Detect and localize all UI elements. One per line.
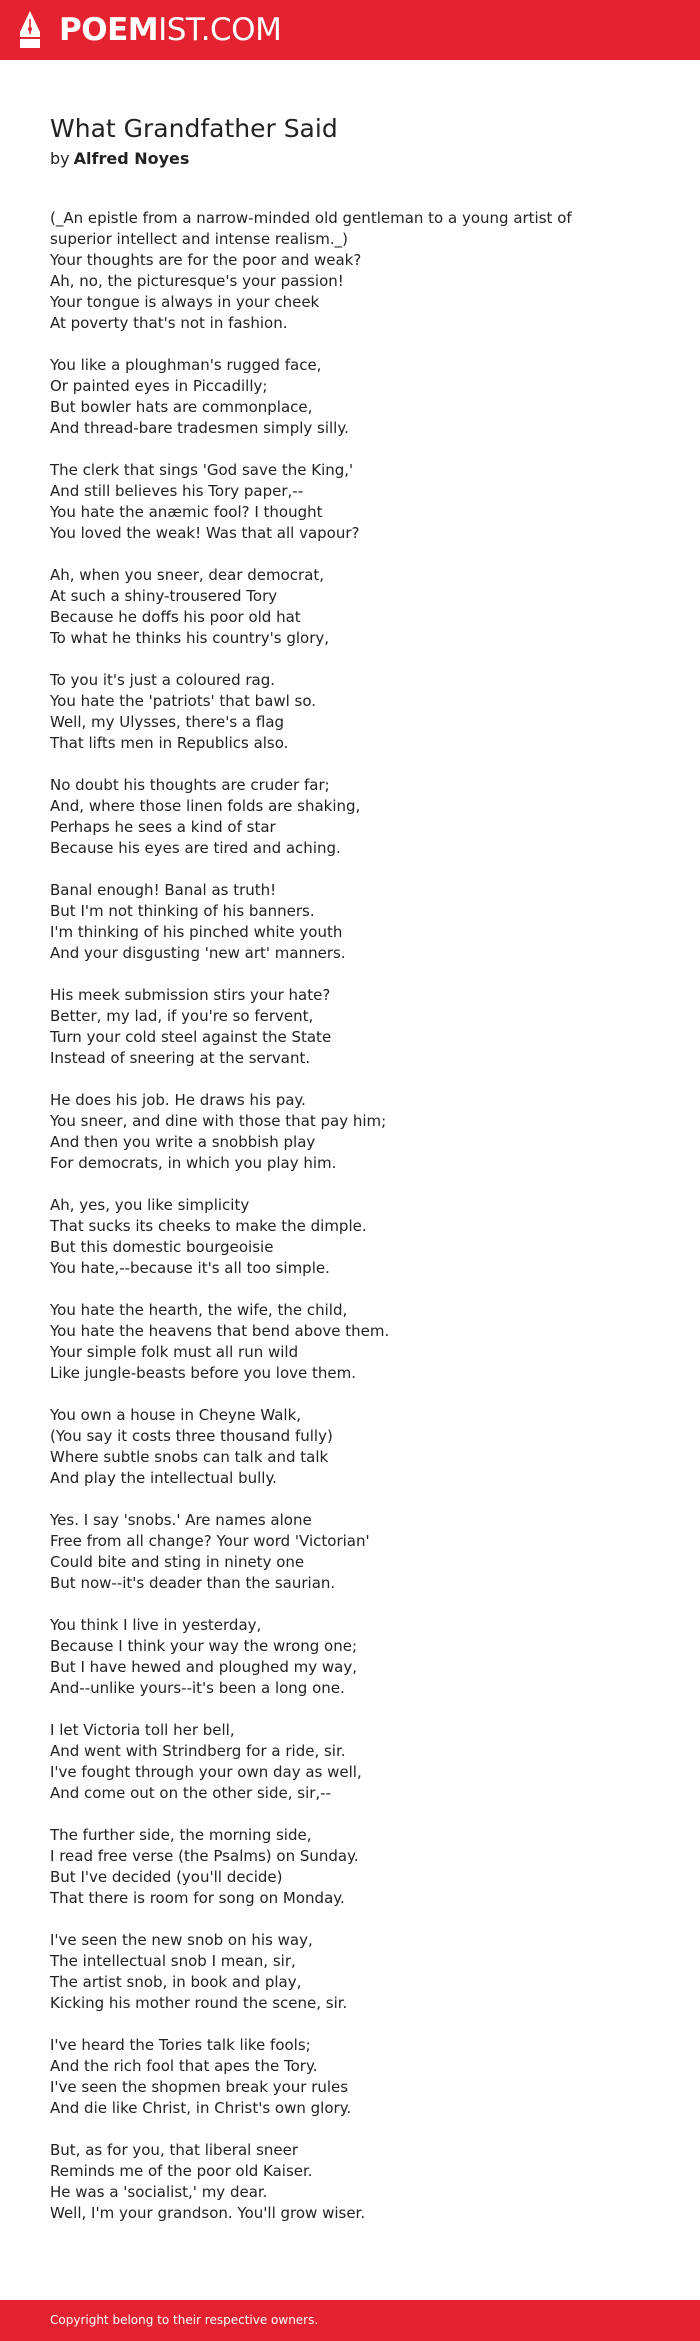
poem-stanza [50,565,660,649]
poem-line: Reminds me of the poor old Kaiser. [50,2162,313,2180]
poem-stanza [50,355,660,439]
poem-line: He was a 'socialist,' my dear. [50,2183,268,2201]
site-header [0,0,700,60]
pen-nib-icon [17,10,43,50]
poem-body [50,208,660,2224]
site-footer [0,2300,700,2341]
poem-stanza [50,1825,660,1909]
poem-line: I've seen the new snob on his way, [50,1931,313,1949]
poem-stanza [50,1510,660,1594]
poem-line: Ah, yes, you like simplicity [50,1196,250,1214]
poem-line: Free from all change? Your word 'Victorian' [50,1532,370,1550]
poem-line: Better, my lad, if you're so fervent, [50,1007,314,1025]
poem-stanza [50,1405,660,1489]
poem-line: I've heard the Tories talk like fools; [50,2036,311,2054]
poem-line: superior intellect and intense realism._) [50,230,348,248]
poem-line: You hate,--because it's all too simple. [50,1259,330,1277]
brand-name [59,10,281,50]
poem-line: Or painted eyes in Piccadilly; [50,377,268,395]
poem-line: And, where those linen folds are shaking, [50,797,361,815]
poem-line: Yes. I say 'snobs.' Are names alone [50,1511,312,1529]
poem-line: And went with Strindberg for a ride, sir. [50,1742,346,1760]
poem-line: And come out on the other side, sir,-- [50,1784,332,1802]
poem-stanza [50,775,660,859]
poem-line: And--unlike yours--it's been a long one. [50,1679,345,1697]
poem-line: Because his eyes are tired and aching. [50,839,341,857]
poem-line: No doubt his thoughts are cruder far; [50,776,330,794]
poem-line: And play the intellectual bully. [50,1469,277,1487]
poem-line: I've fought through your own day as well, [50,1763,362,1781]
poem-line: I let Victoria toll her bell, [50,1721,235,1739]
poem-byline [50,148,660,170]
poem-line: Because he doffs his poor old hat [50,608,301,626]
poem-line: The artist snob, in book and play, [50,1973,302,1991]
brand-name-light: IST.COM [158,12,282,48]
poem-line: To what he thinks his country's glory, [50,629,330,647]
poem-line: The clerk that sings 'God save the King,' [50,461,354,479]
poem-stanza [50,880,660,964]
poem-line: And still believes his Tory paper,-- [50,482,304,500]
poem-line: And then you write a snobbish play [50,1133,316,1151]
author-name[interactable]: Alfred Noyes [73,149,190,168]
poem-stanza [50,1930,660,2014]
poem-line: Perhaps he sees a kind of star [50,818,276,836]
poem-content [50,112,660,2245]
poem-line: You think I live in yesterday, [50,1616,262,1634]
poem-line: At poverty that's not in fashion. [50,314,288,332]
poem-line: But I'm not thinking of his banners. [50,902,315,920]
poem-line: But bowler hats are commonplace, [50,398,313,416]
poem-line: (You say it costs three thousand fully) [50,1427,333,1445]
poem-line: You sneer, and dine with those that pay him; [50,1112,387,1130]
poem-line: But I have hewed and ploughed my way, [50,1658,358,1676]
poem-stanza [50,460,660,544]
poem-line: I'm thinking of his pinched white youth [50,923,343,941]
poem-line: You hate the anæmic fool? I thought [50,503,323,521]
poem-line: For democrats, in which you play him. [50,1154,337,1172]
poem-line: And die like Christ, in Christ's own glory. [50,2099,352,2117]
poem-stanza [50,670,660,754]
poem-line: I've seen the shopmen break your rules [50,2078,349,2096]
poem-stanza [50,2140,660,2224]
by-label: by [50,149,70,168]
poem-line: Like jungle-beasts before you love them. [50,1364,356,1382]
poem-line: Where subtle snobs can talk and talk [50,1448,329,1466]
poem-line: To you it's just a coloured rag. [50,671,276,689]
poem-line: And your disgusting 'new art' manners. [50,944,346,962]
poem-line: The intellectual snob I mean, sir, [50,1952,296,1970]
copyright-notice: Copyright belong to their respective owners. [50,2313,319,2327]
poem-line: The further side, the morning side, [50,1826,312,1844]
poem-line: But now--it's deader than the saurian. [50,1574,336,1592]
poem-line: But, as for you, that liberal sneer [50,2141,299,2159]
poem-stanza [50,1195,660,1279]
poem-line: Ah, when you sneer, dear democrat, [50,566,325,584]
poem-line: Kicking his mother round the scene, sir. [50,1994,348,2012]
site-logo[interactable] [17,10,281,50]
poem-stanza [50,985,660,1069]
poem-stanza [50,1615,660,1699]
poem-line: Turn your cold steel against the State [50,1028,332,1046]
poem-title: What Grandfather Said [50,114,338,143]
poem-line: That sucks its cheeks to make the dimple. [50,1217,367,1235]
poem-stanza [50,1090,660,1174]
poem-line: And the rich fool that apes the Tory. [50,2057,318,2075]
poem-line: You like a ploughman's rugged face, [50,356,322,374]
poem-line: His meek submission stirs your hate? [50,986,331,1004]
poem-line: Banal enough! Banal as truth! [50,881,277,899]
poem-line: And thread-bare tradesmen simply silly. [50,419,349,437]
poem-line: Could bite and sting in ninety one [50,1553,305,1571]
poem-line: He does his job. He draws his pay. [50,1091,306,1109]
poem-line: You own a house in Cheyne Walk, [50,1406,302,1424]
poem-line: At such a shiny-trousered Tory [50,587,278,605]
poem-line: Your simple folk must all run wild [50,1343,299,1361]
poem-line: Your tongue is always in your cheek [50,293,320,311]
poem-stanza [50,208,660,334]
poem-line: That lifts men in Republics also. [50,734,289,752]
poem-line: Well, my Ulysses, there's a flag [50,713,285,731]
poem-line: (_An epistle from a narrow-minded old gentleman to a young artist of [50,209,572,227]
poem-line: But this domestic bourgeoisie [50,1238,274,1256]
poem-line: That there is room for song on Monday. [50,1889,345,1907]
poem-line: You hate the 'patriots' that bawl so. [50,692,317,710]
poem-line: Ah, no, the picturesque's your passion! [50,272,344,290]
poem-stanza [50,2035,660,2119]
brand-name-bold: POEM [59,12,159,48]
poem-line: Well, I'm your grandson. You'll grow wiser. [50,2204,366,2222]
poem-line: Your thoughts are for the poor and weak? [50,251,362,269]
poem-line: But I've decided (you'll decide) [50,1868,283,1886]
poem-line: You hate the heavens that bend above them. [50,1322,390,1340]
poem-line: Because I think your way the wrong one; [50,1637,358,1655]
poem-line: Instead of sneering at the servant. [50,1049,311,1067]
poem-line: You loved the weak! Was that all vapour? [50,524,360,542]
poem-line: I read free verse (the Psalms) on Sunday. [50,1847,359,1865]
poem-stanza [50,1300,660,1384]
poem-stanza [50,1720,660,1804]
poem-line: You hate the hearth, the wife, the child, [50,1301,348,1319]
